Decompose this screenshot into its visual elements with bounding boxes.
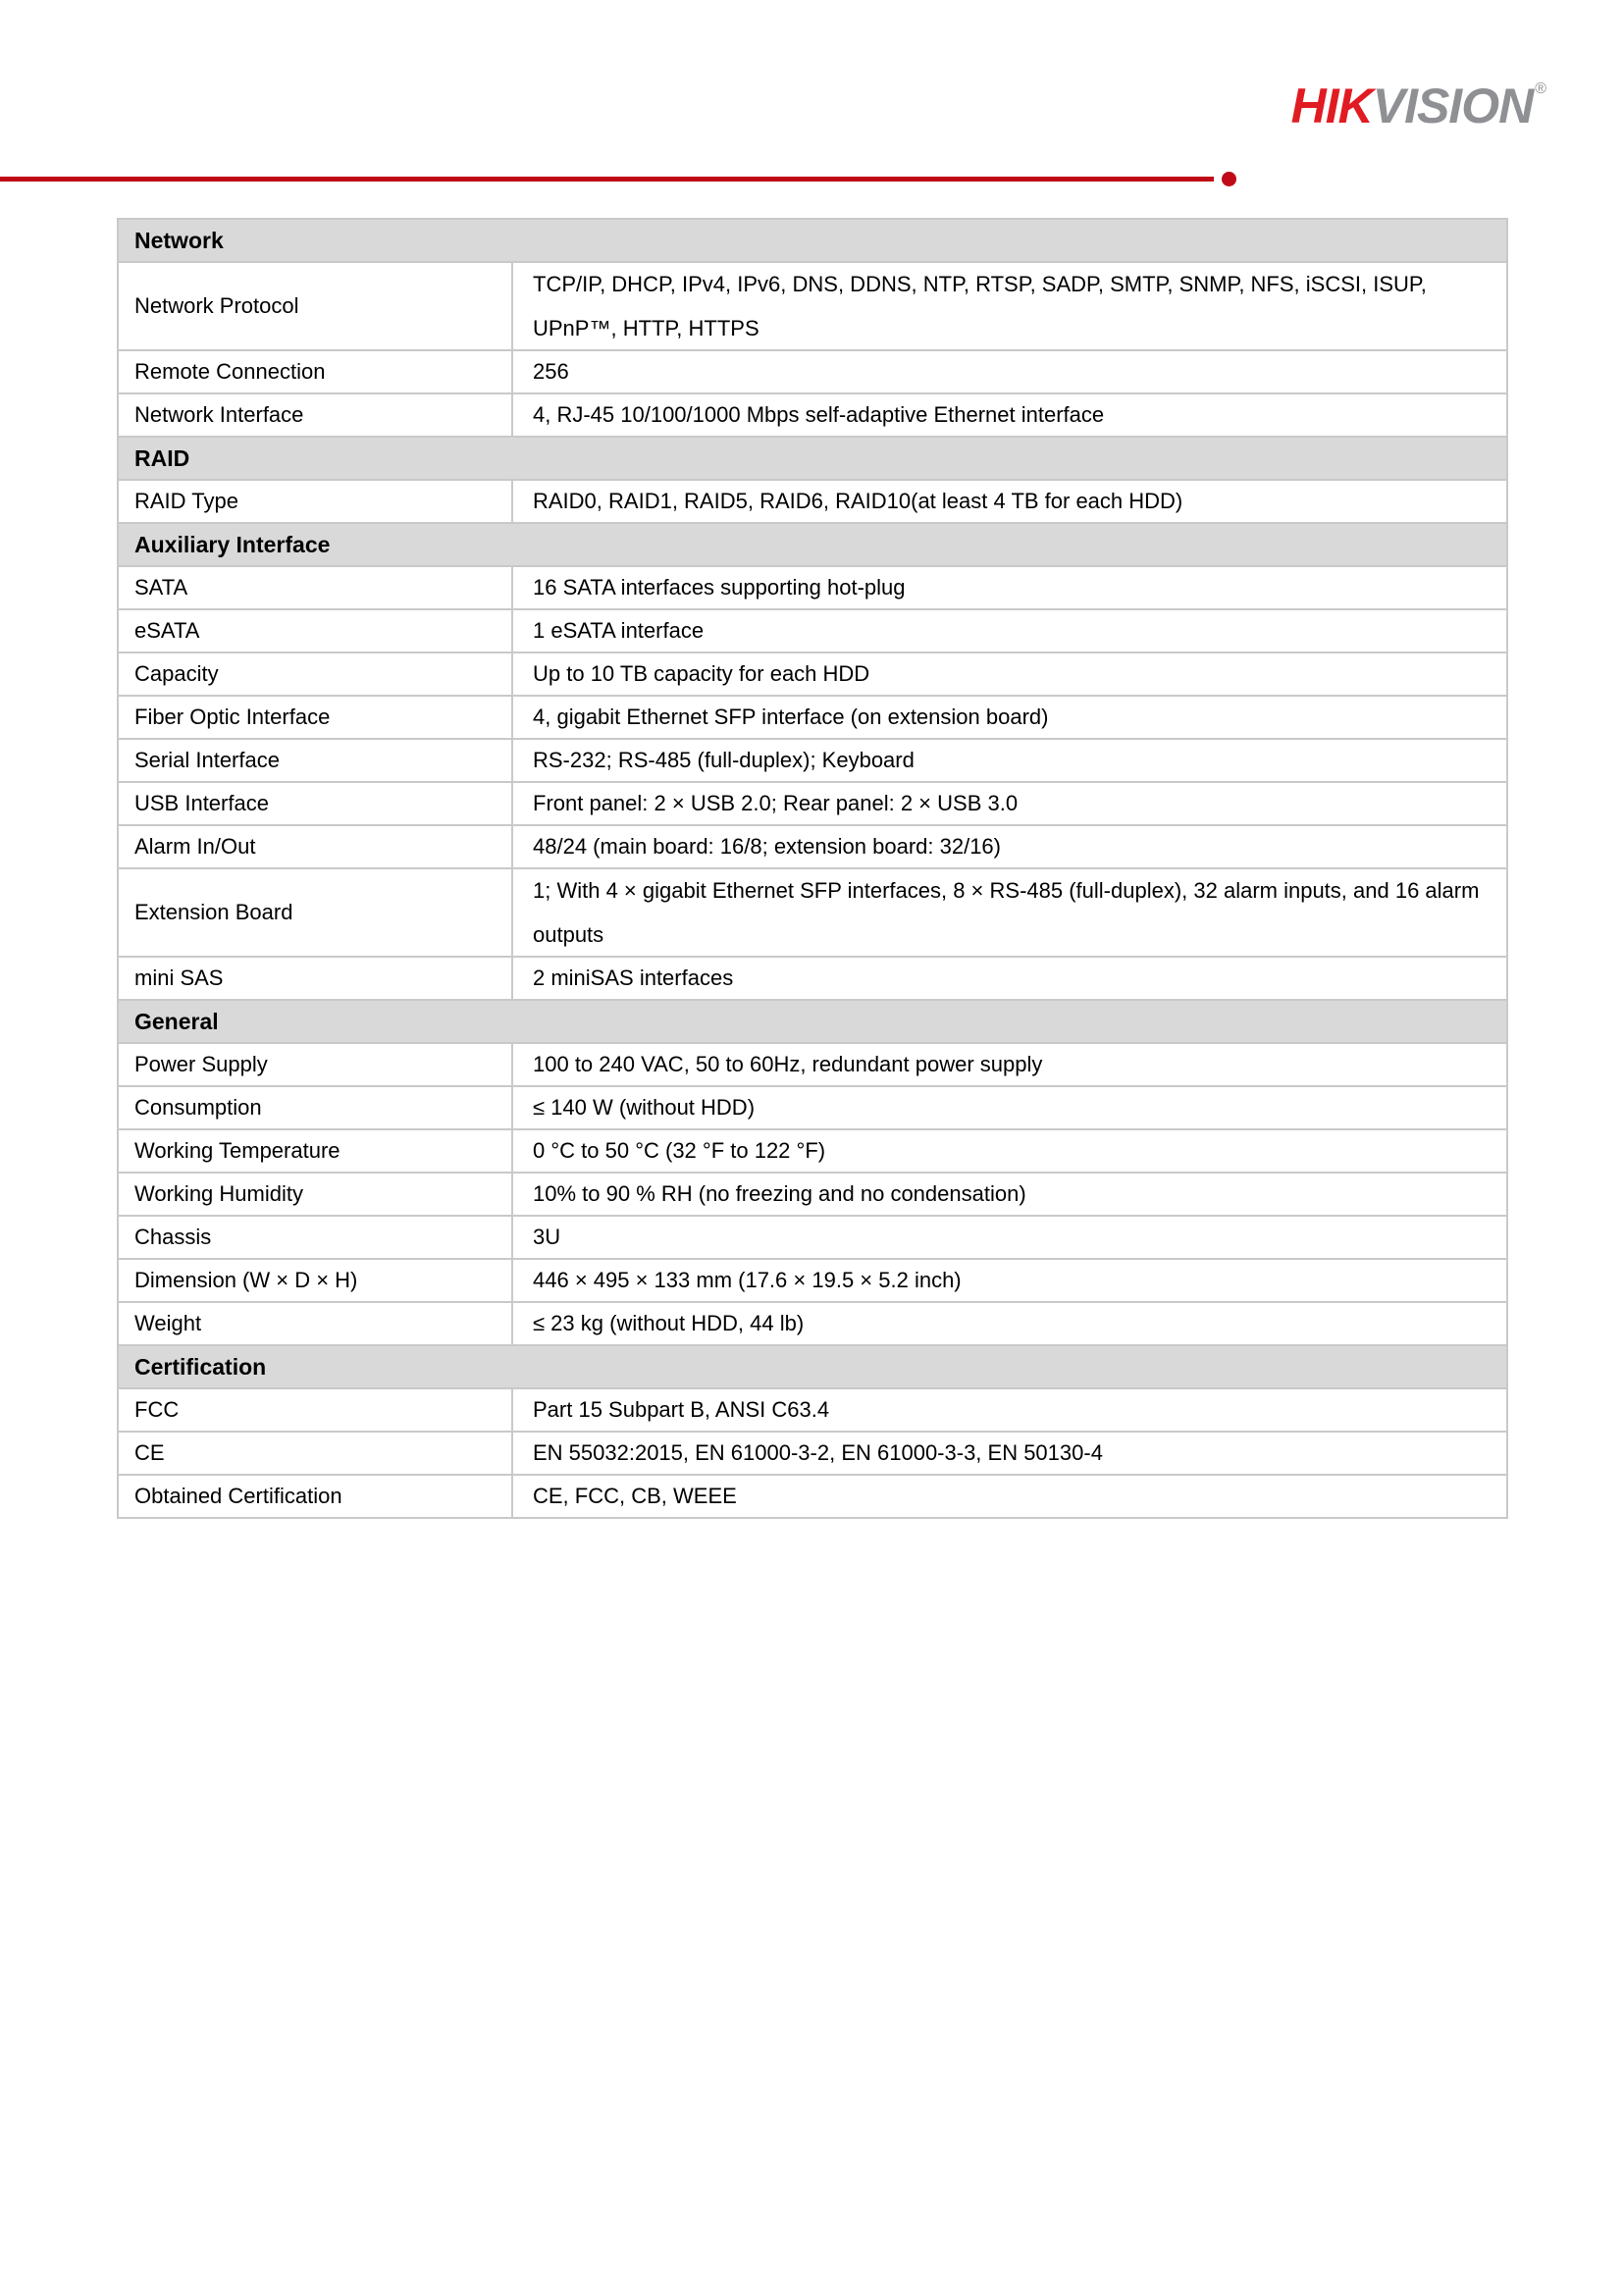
- table-row: [119, 956, 1506, 999]
- spec-value: RAID0, RAID1, RAID5, RAID6, RAID10(at least 4 TB for each HDD): [533, 489, 1183, 513]
- spec-label: Power Supply: [119, 1044, 513, 1085]
- spec-label: Working Humidity: [119, 1174, 513, 1215]
- table-row: [119, 652, 1506, 695]
- spec-value: 446 × 495 × 133 mm (17.6 × 19.5 × 5.2 inch): [533, 1268, 962, 1292]
- spec-value: 1; With 4 × gigabit Ethernet SFP interfaces, 8 × RS-485 (full-duplex), 32 alarm inputs, and 16 alarm outputs: [533, 878, 1480, 947]
- spec-value: 10% to 90 % RH (no freezing and no condensation): [533, 1181, 1026, 1206]
- spec-label: CE: [119, 1433, 513, 1474]
- spec-value: 100 to 240 VAC, 50 to 60Hz, redundant power supply: [533, 1052, 1043, 1076]
- table-row: [119, 781, 1506, 824]
- spec-label: RAID Type: [119, 481, 513, 522]
- table-row: [119, 738, 1506, 781]
- spec-label: Network Interface: [119, 394, 513, 436]
- table-row: [119, 565, 1506, 608]
- table-row: [119, 1128, 1506, 1172]
- spec-value: 4, gigabit Ethernet SFP interface (on extension board): [533, 704, 1049, 729]
- spec-label: Chassis: [119, 1217, 513, 1258]
- table-row: [119, 1042, 1506, 1085]
- table-row: [119, 1474, 1506, 1517]
- spec-value: 48/24 (main board: 16/8; extension board: 32/16): [533, 834, 1001, 859]
- header-rule-line: [0, 177, 1214, 182]
- spec-table: [117, 218, 1508, 1519]
- table-row: [119, 867, 1506, 956]
- section-header-general: General: [119, 999, 1506, 1042]
- spec-value: RS-232; RS-485 (full-duplex); Keyboard: [533, 748, 915, 772]
- spec-label: Fiber Optic Interface: [119, 697, 513, 738]
- spec-value: 16 SATA interfaces supporting hot-plug: [533, 575, 906, 600]
- spec-value: 3U: [533, 1225, 561, 1249]
- table-row: [119, 1387, 1506, 1431]
- spec-label: USB Interface: [119, 783, 513, 824]
- spec-value: ≤ 140 W (without HDD): [533, 1095, 756, 1120]
- spec-label: Capacity: [119, 653, 513, 695]
- spec-label: Consumption: [119, 1087, 513, 1128]
- spec-label: Obtained Certification: [119, 1476, 513, 1517]
- table-row: [119, 479, 1506, 522]
- spec-label: Dimension (W × D × H): [119, 1260, 513, 1301]
- spec-label: FCC: [119, 1389, 513, 1431]
- spec-label: Weight: [119, 1303, 513, 1344]
- table-row: [119, 1431, 1506, 1474]
- section-header-raid: RAID: [119, 436, 1506, 479]
- logo-hik-text: HIK: [1290, 78, 1373, 133]
- spec-value: ≤ 23 kg (without HDD, 44 lb): [533, 1311, 805, 1335]
- table-row: [119, 1085, 1506, 1128]
- spec-value: 256: [533, 359, 569, 384]
- spec-label: Working Temperature: [119, 1130, 513, 1172]
- spec-value: 1 eSATA interface: [533, 618, 705, 643]
- logo-vision-text: VISION: [1372, 78, 1534, 133]
- table-row: [119, 1258, 1506, 1301]
- table-row: [119, 824, 1506, 867]
- table-row: [119, 1301, 1506, 1344]
- section-header-auxiliary-interface: Auxiliary Interface: [119, 522, 1506, 565]
- table-row: [119, 1172, 1506, 1215]
- table-row: [119, 392, 1506, 436]
- table-row: [119, 1215, 1506, 1258]
- section-header-network: Network: [119, 220, 1506, 261]
- spec-value: Up to 10 TB capacity for each HDD: [533, 661, 870, 686]
- spec-value: Front panel: 2 × USB 2.0; Rear panel: 2 × USB 3.0: [533, 791, 1019, 815]
- header-rule-dot-icon: [1222, 172, 1236, 186]
- spec-label: Alarm In/Out: [119, 826, 513, 867]
- spec-value: Part 15 Subpart B, ANSI C63.4: [533, 1397, 830, 1422]
- hikvision-logo: [1290, 65, 1545, 133]
- spec-value: 4, RJ-45 10/100/1000 Mbps self-adaptive Ethernet interface: [533, 402, 1105, 427]
- spec-value: CE, FCC, CB, WEEE: [533, 1484, 737, 1508]
- spec-label: Extension Board: [119, 869, 513, 956]
- spec-value: 2 miniSAS interfaces: [533, 965, 734, 990]
- spec-label: Network Protocol: [119, 263, 513, 349]
- table-row: [119, 261, 1506, 349]
- spec-label: mini SAS: [119, 958, 513, 999]
- table-row: [119, 349, 1506, 392]
- spec-label: Serial Interface: [119, 740, 513, 781]
- table-row: [119, 608, 1506, 652]
- spec-value: EN 55032:2015, EN 61000-3-2, EN 61000-3-3, EN 50130-4: [533, 1440, 1103, 1465]
- spec-value: TCP/IP, DHCP, IPv4, IPv6, DNS, DDNS, NTP, RTSP, SADP, SMTP, SNMP, NFS, iSCSI, ISUP, UPnP™, HTTP, HTTPS: [533, 272, 1427, 340]
- spec-label: SATA: [119, 567, 513, 608]
- spec-value: 0 °C to 50 °C (32 °F to 122 °F): [533, 1138, 826, 1163]
- table-row: [119, 695, 1506, 738]
- section-header-certification: Certification: [119, 1344, 1506, 1387]
- spec-label: Remote Connection: [119, 351, 513, 392]
- registered-trademark-icon: ®: [1535, 80, 1545, 97]
- spec-label: eSATA: [119, 610, 513, 652]
